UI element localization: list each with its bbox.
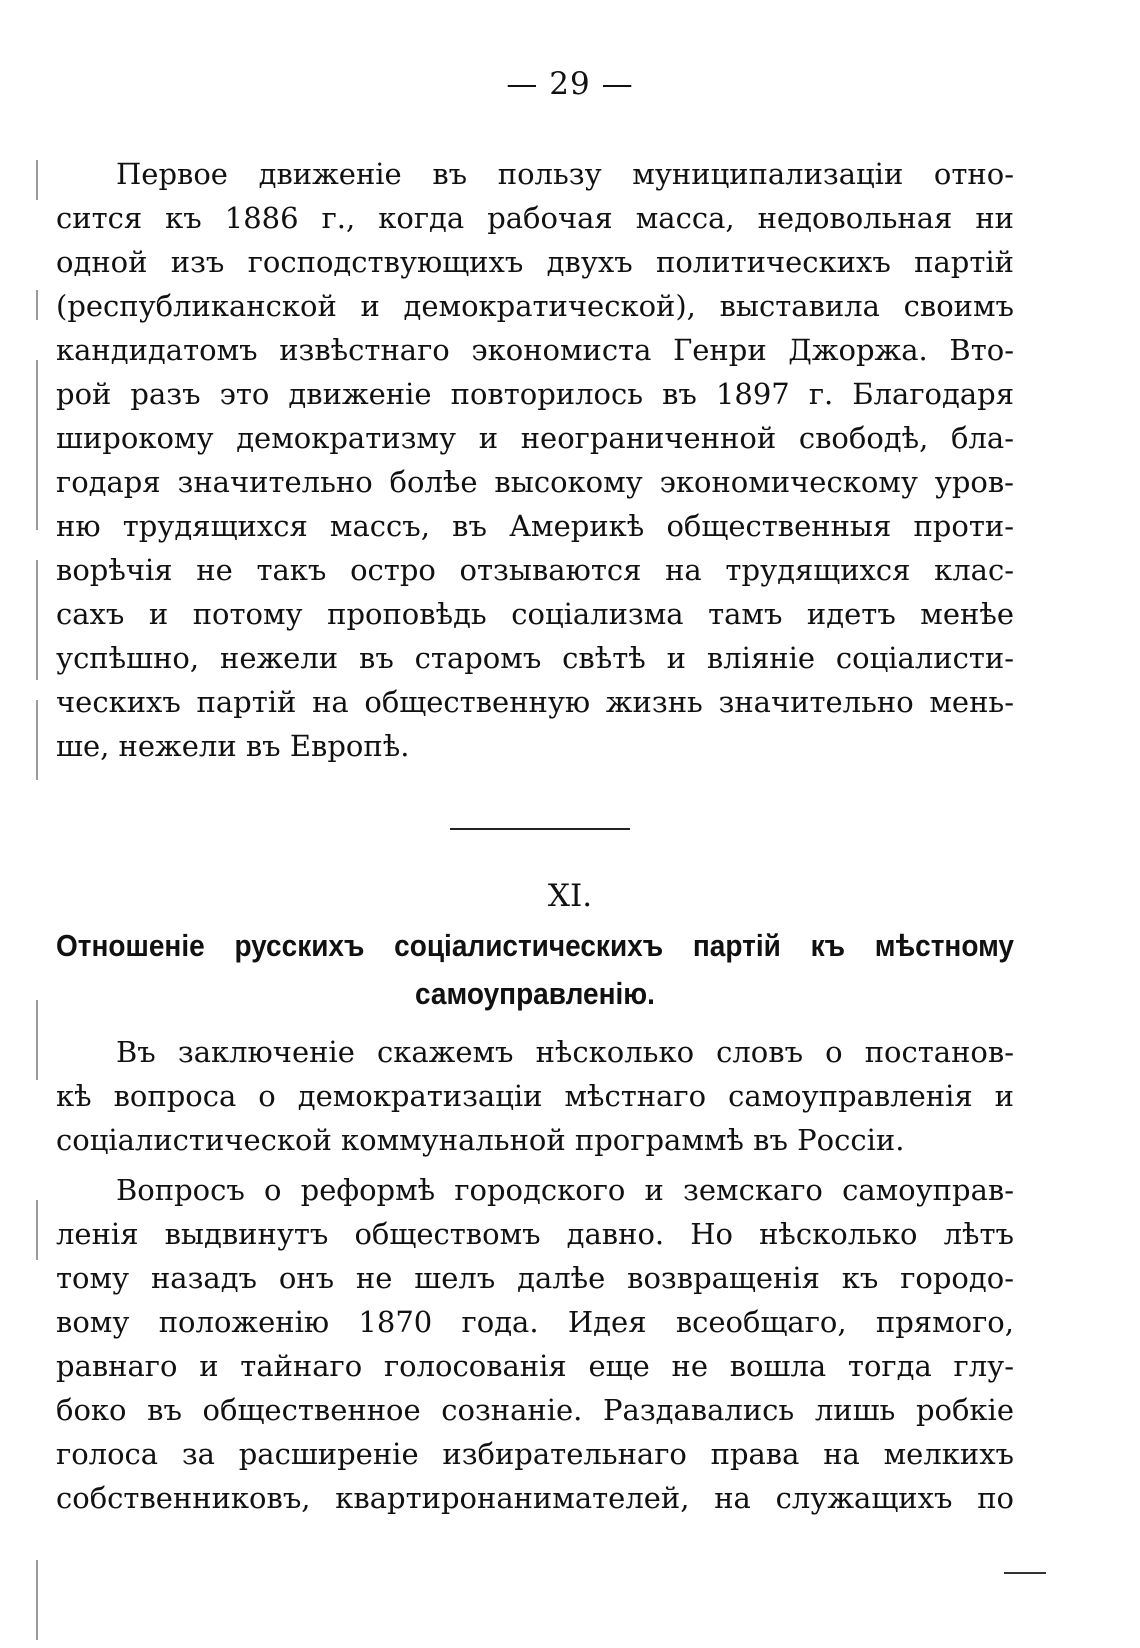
paragraph-1-line-5: кандидатомъ извѣстнаго экономиста Генри Джоржа. Вто- — [56, 333, 1014, 367]
paragraph-1-line-3: одной изъ господствующихъ двухъ политическихъ партій — [56, 245, 1014, 279]
paragraph-3-line-2: ленія выдвинутъ обществомъ давно. Но нѣсколько лѣтъ — [56, 1217, 1014, 1251]
scan-margin-mark — [36, 360, 38, 530]
paragraph-1-line-9: ню трудящихся массъ, въ Америкѣ общественныя проти- — [56, 509, 1014, 543]
section-number: XI. — [547, 878, 593, 914]
section-heading-line-2: самоуправленію. — [415, 976, 655, 1011]
scan-margin-mark — [36, 1200, 38, 1260]
scan-margin-mark — [36, 700, 38, 780]
scan-margin-mark — [36, 1000, 38, 1080]
scan-margin-mark — [36, 160, 38, 200]
paragraph-3-line-1: Вопросъ о реформѣ городского и земскаго самоуправ- — [116, 1173, 1014, 1207]
paragraph-1-line-12: успѣшно, нежели въ старомъ свѣтѣ и вліяніе соціалисти- — [56, 641, 1014, 675]
scan-margin-mark — [36, 290, 38, 320]
paragraph-1-line-1: Первое движеніе въ пользу муниципализаціи отно- — [116, 157, 1014, 191]
paragraph-1-line-4: (республиканской и демократической), выставила своимъ — [56, 289, 1014, 323]
paragraph-1-line-14: ше, нежели въ Европѣ. — [56, 729, 410, 763]
paragraph-1-line-11: сахъ и потому проповѣдь соціализма тамъ идетъ менѣе — [56, 597, 1014, 631]
paragraph-2-line-1: Въ заключеніе скажемъ нѣсколько словъ о постанов- — [116, 1035, 1014, 1069]
section-heading-line-1: Отношеніе русскихъ соціалистическихъ партій къ мѣстному — [56, 928, 1014, 963]
paragraph-3-line-4: вому положенію 1870 года. Идея всеобщаго, прямого, — [56, 1305, 1014, 1339]
paragraph-1-line-6: рой разъ это движеніе повторилось въ 1897 г. Благодаря — [56, 377, 1014, 411]
paragraph-2-line-2: кѣ вопроса о демократизаціи мѣстнаго самоуправленія и — [56, 1079, 1014, 1113]
page-number: — 29 — — [506, 66, 634, 102]
paragraph-1-line-2: сится къ 1886 г., когда рабочая масса, недовольная ни — [56, 201, 1014, 235]
paragraph-3-line-5: равнаго и тайнаго голосованія еще не вошла тогда глу- — [56, 1349, 1014, 1383]
page-end-dash — [1004, 1572, 1046, 1574]
paragraph-3-line-3: тому назадъ онъ не шелъ далѣе возвращенія къ городо- — [56, 1261, 1014, 1295]
scan-margin-mark — [36, 1560, 38, 1640]
paragraph-1-line-8: годаря значительно болѣе высокому экономическому уров- — [56, 465, 1014, 499]
paragraph-3-line-7: голоса за расширеніе избирательнаго права на мелкихъ — [56, 1437, 1014, 1471]
section-divider — [450, 828, 630, 830]
paragraph-2-line-3: соціалистической коммунальной программѣ въ Россіи. — [56, 1123, 905, 1157]
paragraph-3-line-6: боко въ общественное сознаніе. Раздавались лишь робкіе — [56, 1393, 1014, 1427]
paragraph-1-line-13: ческихъ партій на общественную жизнь значительно мень- — [56, 685, 1014, 719]
paragraph-1-line-7: широкому демократизму и неограниченной свободѣ, бла- — [56, 421, 1014, 455]
paragraph-3-line-8: собственниковъ, квартиронанимателей, на служащихъ по — [56, 1481, 1014, 1515]
paragraph-1-line-10: ворѣчія не такъ остро отзываются на трудящихся клас- — [56, 553, 1014, 587]
scan-margin-mark — [36, 560, 38, 680]
